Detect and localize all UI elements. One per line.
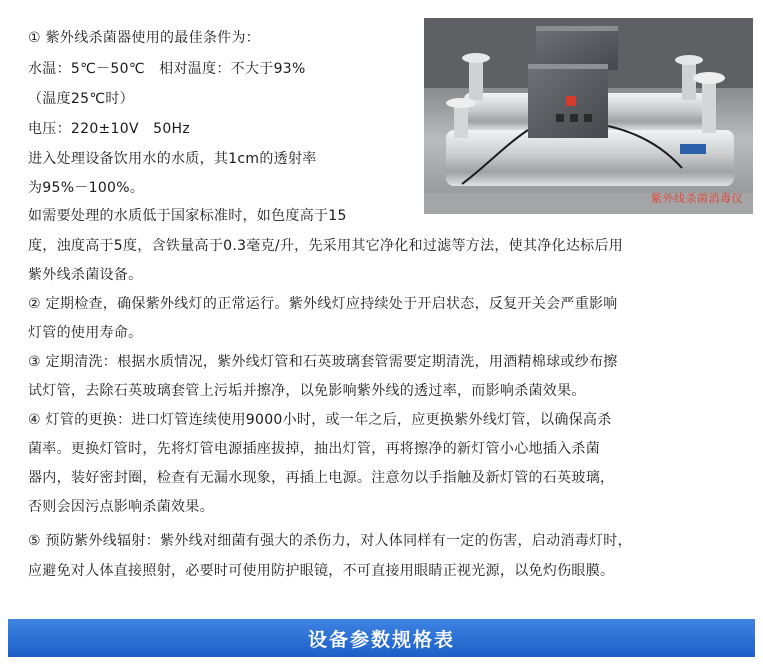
text-line: 度，浊度高于5度，含铁量高于0.3毫克/升，先采用其它净化和过滤等方法，使其净化达标后用: [28, 238, 624, 254]
text-line: 试灯管，去除石英玻璃套管上污垢并擦净，以免影响紫外线的透过率，而影响杀菌效果。: [28, 383, 586, 399]
text-line: ④ 灯管的更换：进口灯管连续使用9000小时，或一年之后，应更换紫外线灯管，以确保高杀: [28, 412, 612, 428]
photo-caption: 紫外线杀菌消毒仪: [651, 192, 743, 205]
text-line: ① 紫外线杀菌器使用的最佳条件为：: [28, 30, 261, 46]
text-line: （温度25℃时）: [28, 91, 134, 107]
text-line: 如需要处理的水质低于国家标准时，如色度高于15: [28, 208, 347, 224]
text-line: 水温：5℃－50℃ 相对温度：不大于93%: [28, 61, 306, 77]
text-line: ③ 定期清洗：根据水质情况，紫外线灯管和石英玻璃套管需要定期清洗，用酒精棉球或纱布擦: [28, 354, 618, 370]
text-line: 菌率。更换灯管时，先将灯管电源插座拔掉，抽出灯管，再将擦净的新灯管小心地插入杀菌: [28, 441, 600, 457]
text-line: 应避免对人体直接照射，必要时可使用防护眼镜，不可直接用眼睛正视光源，以免灼伤眼膜。: [28, 563, 615, 579]
spec-table-banner: [8, 619, 755, 657]
text-line: 电压：220±10V 50Hz: [28, 121, 191, 137]
text-line: 灯管的使用寿命。: [28, 325, 143, 341]
product-photo: [424, 18, 753, 214]
banner-title: 设备参数规格表: [307, 628, 455, 651]
text-line: 为95%－100%。: [28, 180, 145, 196]
text-line: 紫外线杀菌设备。: [28, 267, 143, 283]
text-line: ② 定期检查，确保紫外线灯的正常运行。紫外线灯应持续处于开启状态，反复开关会严重影响: [28, 296, 618, 312]
text-line: ⑤ 预防紫外线辐射：紫外线对细菌有强大的杀伤力，对人体同样有一定的伤害，启动消毒灯时，: [28, 533, 632, 549]
text-line: 进入处理设备饮用水的水质，其1cm的透射率: [28, 151, 317, 167]
text-line: 否则会因污点影响杀菌效果。: [28, 499, 214, 515]
text-line: 器内，装好密封圈，检查有无漏水现象，再插上电源。注意勿以手指触及新灯管的石英玻璃，: [28, 470, 615, 486]
uv-sterilizer-image: [424, 18, 753, 214]
